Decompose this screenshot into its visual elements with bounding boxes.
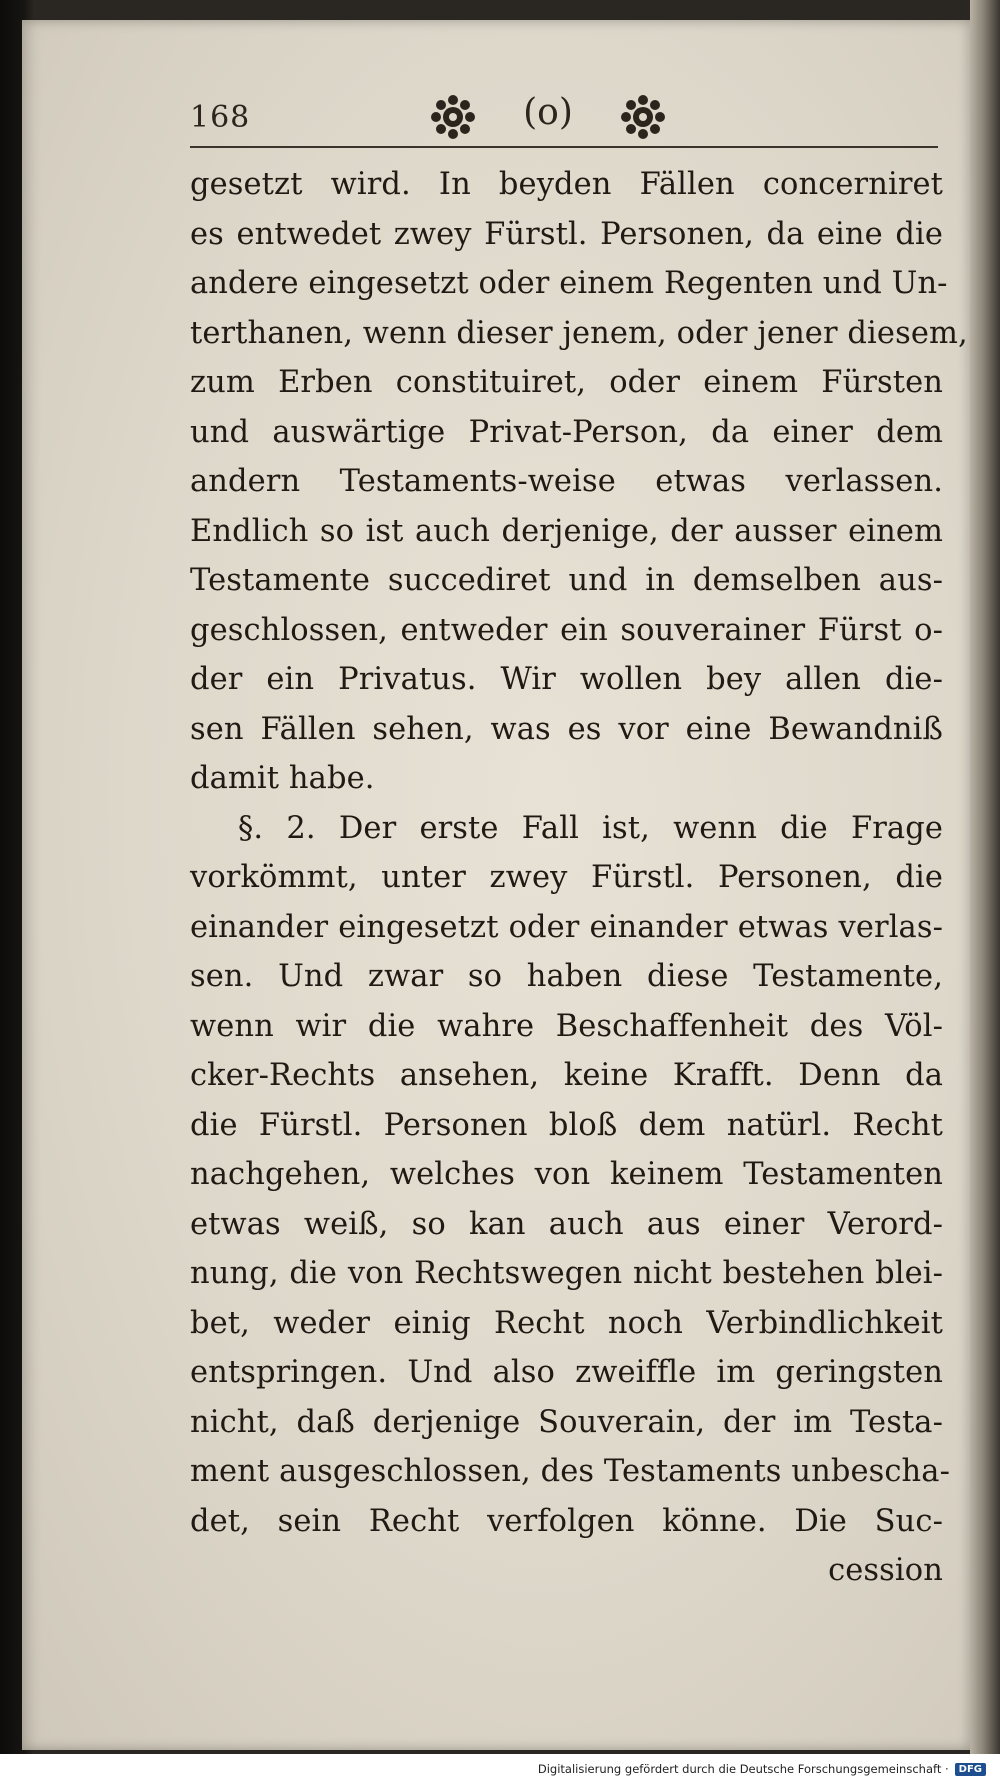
- catchword: cession: [828, 1553, 943, 1588]
- text-line: bet, weder einig Recht noch Verbindlichkeit: [190, 1305, 943, 1341]
- text-line: und auswärtige Privat-Person, da einer dem: [190, 414, 943, 450]
- text-line: entspringen. Und also zweiffle im geringsten: [190, 1355, 943, 1390]
- paragraph-start-line: §. 2. Der erste Fall ist, wenn die Frage: [238, 810, 943, 846]
- body-text: [190, 160, 968, 1596]
- text-line: vorkömmt, unter zwey Fürstl. Personen, die: [190, 860, 943, 895]
- text-line: gesetzt wird. In beyden Fällen concerniret: [190, 167, 943, 202]
- text-line: wenn wir die wahre Beschaffenheit des Völ-: [190, 1008, 943, 1044]
- header-center-mark: (o): [523, 92, 573, 133]
- text-line: andere eingesetzt oder einem Regenten und Un-: [190, 266, 948, 301]
- rosette-ornament-icon: [430, 94, 476, 140]
- text-line: nung, die von Rechtswegen nicht bestehen blei-: [190, 1256, 943, 1291]
- digitization-footer: [0, 1754, 1000, 1786]
- text-line: zum Erben constituiret, oder einem Fürsten: [190, 365, 943, 400]
- text-line: geschlossen, entweder ein souverainer Fürst o-: [190, 612, 943, 648]
- footer-credit-text: Digitalisierung gefördert durch die Deutsche Forschungsgemeinschaft ·: [537, 1762, 949, 1776]
- book-edge: [970, 0, 1000, 1760]
- text-line: sen. Und zwar so haben diese Testamente,: [190, 959, 943, 994]
- text-line: einander eingesetzt oder einander etwas verlas-: [190, 909, 943, 945]
- text-line: terthanen, wenn dieser jenem, oder jener diesem,: [190, 315, 968, 351]
- text-line: det, sein Recht verfolgen könne. Die Suc-: [190, 1503, 943, 1539]
- text-line: etwas weiß, so kan auch aus einer Verord-: [190, 1206, 943, 1242]
- text-line: Endlich so ist auch derjenige, der ausser einem: [190, 513, 943, 549]
- footer-credit: [538, 1762, 986, 1776]
- text-line: andern Testaments-weise etwas verlassen.: [190, 464, 943, 499]
- text-line: ment ausgeschlossen, des Testaments unbescha-: [190, 1454, 950, 1489]
- text-line: es entwedet zwey Fürstl. Personen, da eine die: [190, 216, 943, 252]
- text-line: der ein Privatus. Wir wollen bey allen die-: [190, 662, 943, 697]
- rosette-ornament-icon: [620, 94, 666, 140]
- text-line: nicht, daß derjenige Souverain, der im Testa-: [190, 1404, 943, 1440]
- text-line: Testamente succediret und in demselben aus-: [190, 563, 943, 598]
- text-line: nachgehen, welches von keinem Testamenten: [190, 1157, 943, 1192]
- dfg-logo: DFG: [955, 1763, 986, 1776]
- page-header: [168, 82, 938, 148]
- header-rule: [190, 146, 938, 148]
- text-line: cker-Rechts ansehen, keine Krafft. Denn da: [190, 1058, 943, 1093]
- text-line: die Fürstl. Personen bloß dem natürl. Recht: [190, 1107, 943, 1143]
- text-line: sen Fällen sehen, was es vor eine Bewandniß: [190, 711, 943, 747]
- text-line: damit habe.: [190, 761, 375, 796]
- page-number: 168: [190, 100, 251, 135]
